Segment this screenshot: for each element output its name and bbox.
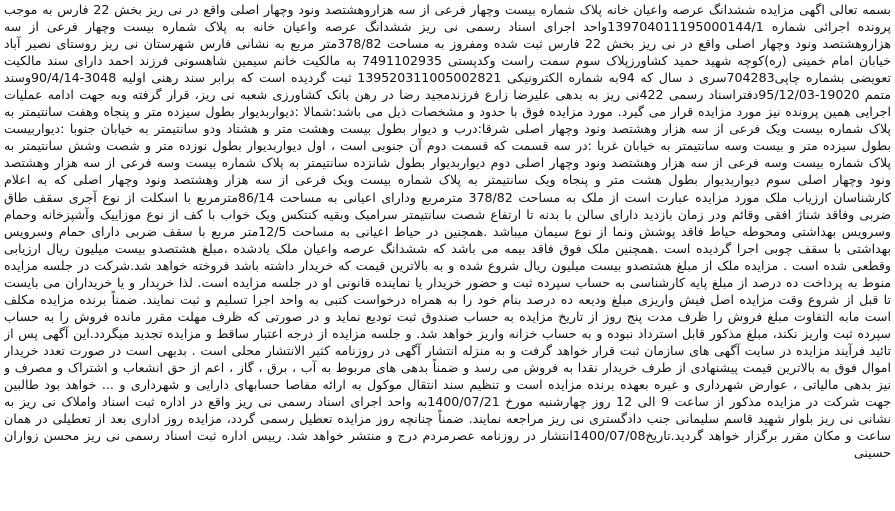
auction-notice-text: بسمه تعالی اگهی مزایده ششدانگ عرصه واعیان خانه پلاک شماره بیست وچهار فرعی از سه هزاروهشتصد ونود وچهار اصلی واقع در نی ریز بخش 22 فارس به موجب پرونده اجرائی شماره 139704011195000144/1واحد اجرای اسناد رسمی نی ریز ششدانگ عرصه واعیان خانه به پلاک شماره بیست وچهار فرعی از سه هزاروهشتصد ونود وچهار اصلی واقع در نی ریز بخش 22 فارس ثبت شده ومفروز به مساحت 378/82متر مربع به نشانی فارس شهرستان نی ریز روستای نصیر آباد خیابان امام خمینی (ره)کوچه شهید حمید کشاورزپلاک سوم سمت راست وکدپستی 7491102935 به مالکیت خانم سیمین شاهسونی فرزند احمد دارای سند مالکیت تعویضی بشماره چاپی704283سری د سال که 94به شماره الکترونیکی 139520311005002821 ثبت گردیده است که برابر سند رهنی اولیه 3048-90/4/14وسند متمم 19020-95/12/03دفتراسناد رسمی 422نی ریز به بدهی علیرضا زارع فرزندمجید رضا در رهن بانک کشاورزی شعبه نی ریز، قرار گرفته وبه جهت ادامه عملیات اجرایی همین پرونده نیز مورد مزایده قرار می گیرد. مورد مزایده فوق با حدود و مشخصات ذیل می باشد:شمالا :دیواربدیوار بطول سیزده متر و پنجاه وهفت سانتیمتر به پلاک شماره بیست ویک فرعی از سه هزار وهشتصد ونود وچهار اصلی شرقا:درب و دیوار بطول بیست وهشت متر و هشتاد ودو سانتیمتر به خیابان جنوبا :دیواربیست بطول سیزده متر و بیست وسه سانتیمتر به خیابان غربا :در سه قسمت که قسمت دوم آن جنوبی است ، اول دیواربدیوار بطول نوزده متر و شصت وشش سانتیمتر به پلاک شماره بیست وسه فرعی از سه هزار وهشتصد ونود وچهار اصلی دوم دیواربدیوار بطول شانزده سانتیمتر به پلاک شماره بیست وسه فرعی از سه هزار وهشتصد ونود وچهار اصلی سوم دیواربدیوار بطول هشت متر و پنجاه ویک سانتیمتر به پلاک شماره بیست ویک فرعی از سه هزار وهشتصد ونود وچهار اصلی که به اعلام کارشناسان ارزیاب ملک مورد مزایده عبارت است از ملک به مساحت 378/82 مترمربع ودارای اعیانی به مساحت 86/14مترمربع با اسکلت از نوع آجری سقف طاق ضربی وفاقد شناژ افقی وقائم ودر زمان بازدید دارای سالن با بدنه تا ارتفاع شصت سانتیمتر سرامیک وبقیه کنتکس ویک خواب با کف از نوع موزاییک وآشپزخانه وحمام وسرویس بهداشتی ومحوطه حیاط فاقد پوشش ونما از نوع سیمان میباشد .همچنین در حیاط اعیانی به مساحت 12/5متر مربع با سقف ضربی دارای حمام وسرویس بهداشتی با سقف چوبی اجرا گردیده است .همچنین ملک فوق فاقد بیمه می باشد که ششدانگ عرصه واعیان ملک یادشده ،مبلغ هشتصدو بیست میلیون ریال ارزیابی وقطعی شده است . مزایده ملک از مبلغ هشتصدو بیست میلیون ریال شروع شده و به بالاترین قیمت که خریدار داشته باشد فروخته خواهد شد.شرکت در جلسه مزایده منوط به پرداخت ده درصد از مبلغ پایه کارشناسی به حساب سپرده ثبت و حضور خریدار یا نماینده قانونی او در جلسه مزایده است. لذا خریدار و یا خریداران می بایست تا قبل از شروع وقت مزایده اصل فیش واریزی مبلغ ودیعه ده درصد بنام خود را به همراه درخواست کتبی به واحد اجرا تسلیم و ثبت نمایند. ضمناً برنده مزایده مکلف است مابه التفاوت مبلغ فروش را ظرف مدت پنج روز از تاریخ مزایده به حساب صندوق ثبت تودیع نماید و در صورتی که ظرف مهلت مقرر مانده فروش را به حساب سپرده ثبت واریز نکند، مبلغ مذکور قابل استرداد نبوده و به حساب خزانه واریز خواهد شد. و جلسه مزایده از درجه اعتبار ساقط و مزایده تجدید میگردد.این آگهی پس از تائید فرآیند مزایده در سایت آگهی های سازمان ثبت قرار خواهد گرفت و به منزله انتشار آگهی در روزنامه کثیر الانتشار محلی است . بدیهی است در صورت تعدد خریدار اموال فوق به بالاترین قیمت پیشنهادی از طرف خریدار نقدا به فروش می رسد و ضمناً بدهی های مربوط به آب ، برق ، گاز ، اعم از حق انشعاب و اشتراک و مصرف و نیز بدهی مالیاتی ، عوارض شهرداری و غیره بعهده برنده مزایده است و تنظیم سند انتقال موکول به ارائه مفاصا حسابهای دارایی و شهرداری و ... خواهد بود طالبین جهت شرکت در مزایده مذکور از ساعت 9 الی 12 روز چهارشنبه مورخ 1400/07/21به واحد اجرای اسناد رسمی نی ریز واقع در اداره ثبت اسناد واملاک نی ریز به نشانی نی ریز بلوار شهید قاسم سلیمانی جنب دادگستری نی ریز مراجعه نمایند. ضمناً چنانچه روز مزایده تعطیل رسمی گردد، مزایده روز اداری بعد از تعطیلی در همان ساعت و مکان مقرر برگزار خواهد گردید.تاریخ1400/07/08انتشار در روزنامه عصرمردم درج و منتشر خواهد شد. رییس اداره ثبت اسناد رسمی نی ریز محسن زواران حسینی <box>4 2 891 461</box>
